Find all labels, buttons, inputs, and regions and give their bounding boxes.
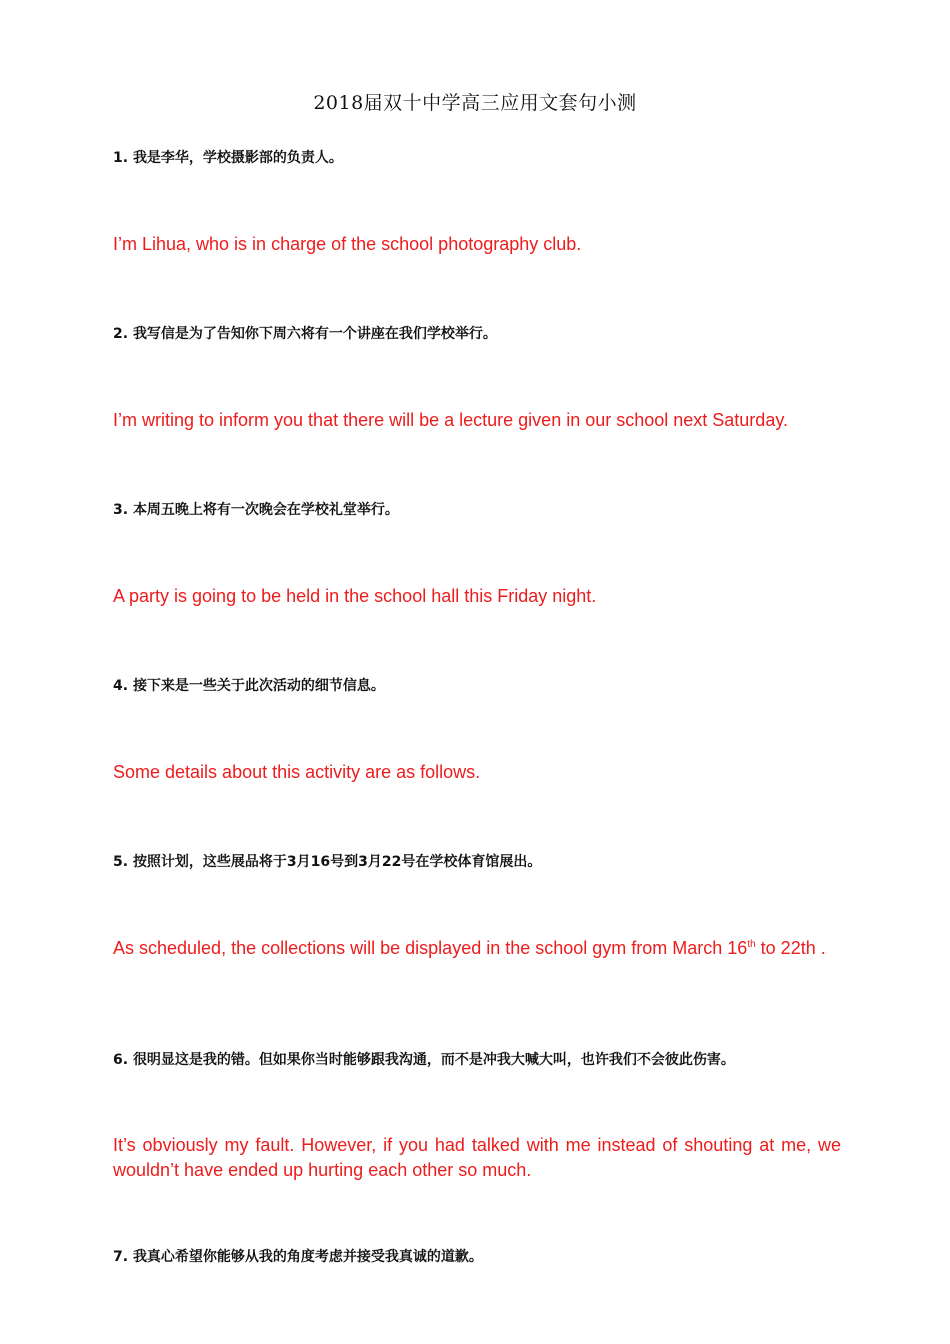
answer-1: I’m Lihua, who is in charge of the school photography club.	[113, 234, 582, 254]
question-2	[113, 323, 853, 343]
answer-6: It’s obviously my fault. However, if you had talked with me instead of shouting at me, we wouldn’t have ended up hurting each other so much.	[113, 1135, 841, 1180]
question-number: 1.	[113, 150, 129, 166]
question-number: 2.	[113, 326, 129, 342]
question-6	[113, 1049, 853, 1069]
question-text: 我写信是为了告知你下周六将有一个讲座在我们学校举行。	[132, 326, 497, 342]
question-text: 接下来是一些关于此次活动的细节信息。	[132, 678, 385, 694]
answer-3: A party is going to be held in the school hall this Friday night.	[113, 586, 597, 606]
answer-5	[113, 936, 841, 961]
question-text: 很明显这是我的错。但如果你当时能够跟我沟通，而不是冲我大喊大叫，也许我们不会彼此伤害。	[132, 1052, 735, 1068]
question-number: 3.	[113, 502, 129, 518]
answer-4: Some details about this activity are as follows.	[113, 762, 481, 782]
page-title: 2018届双十中学高三应用文套句小测	[313, 92, 637, 114]
answer-text-end: to 22th .	[755, 938, 826, 958]
question-number: 5.	[113, 854, 129, 870]
question-text: 我真心希望你能够从我的角度考虑并接受我真诚的道歉。	[132, 1249, 483, 1265]
answer-text: As scheduled, the collections will be displayed in the school gym from March 16	[113, 938, 748, 958]
question-text: 我是李华，学校摄影部的负责人。	[132, 150, 343, 166]
ordinal-suffix: th	[747, 939, 756, 950]
question-1	[113, 147, 853, 167]
question-number: 4.	[113, 678, 129, 694]
question-number: 7.	[113, 1249, 129, 1265]
question-text: 按照计划，这些展品将于3月16号到3月22号在学校体育馆展出。	[132, 854, 542, 870]
question-4	[113, 675, 853, 695]
question-3	[113, 499, 853, 519]
question-5	[113, 851, 853, 871]
question-text: 本周五晚上将有一次晚会在学校礼堂举行。	[132, 502, 399, 518]
question-number: 6.	[113, 1052, 129, 1068]
answer-2: I’m writing to inform you that there will be a lecture given in our school next Saturday.	[113, 410, 788, 430]
question-7	[113, 1246, 853, 1266]
